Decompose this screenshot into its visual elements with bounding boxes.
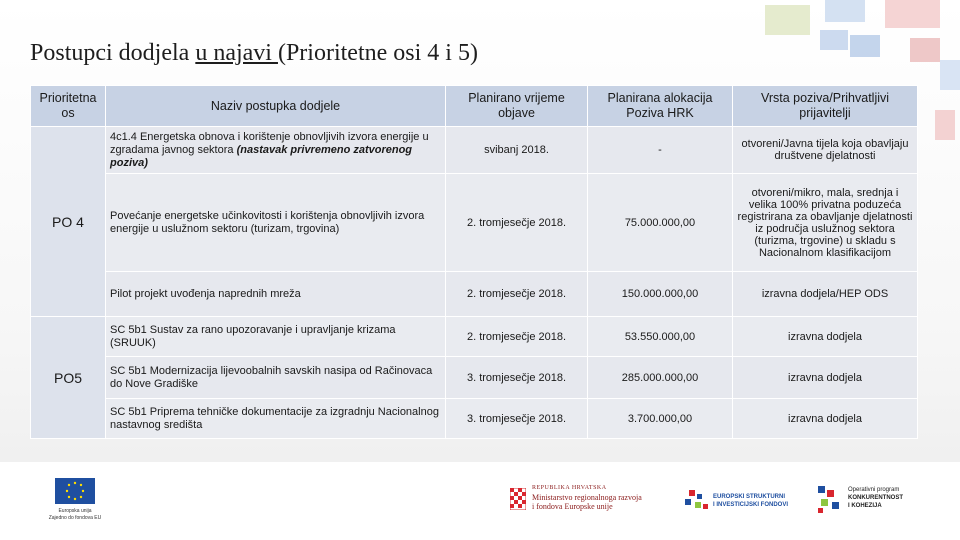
row-allocation: 75.000.000,00: [588, 174, 733, 272]
row-time: svibanj 2018.: [446, 127, 588, 174]
op-logo: [818, 484, 938, 518]
axis-cell-po4: PO 4: [31, 127, 106, 317]
row-allocation: -: [588, 127, 733, 174]
op-line: Operativni program: [848, 487, 900, 493]
table-row: [31, 272, 918, 317]
row-allocation: 150.000.000,00: [588, 272, 733, 317]
row-allocation: 53.550.000,00: [588, 317, 733, 357]
row-type: izravna dodjela/HEP ODS: [733, 272, 918, 317]
deco-square: [935, 110, 955, 140]
page-title: Postupci dodjela u najavi (Prioritetne osi 4 i 5): [30, 40, 478, 66]
row-name: SC 5b1 Modernizacija lijevoobalnih savskih nasipa od Račinovaca do Nove Gradiške: [106, 357, 446, 399]
table-row: [31, 317, 918, 357]
row-name: Povećanje energetske učinkovitosti i korištenja obnovljivih izvora energije u uslužnom sektoru (turizam, trgovina): [106, 174, 446, 272]
croatian-coat-of-arms-icon: [510, 488, 526, 510]
eu-caption: Europska unija: [58, 508, 92, 514]
eu-caption: Zajedno do fondova EU: [48, 515, 102, 521]
row-allocation: 285.000.000,00: [588, 357, 733, 399]
row-type: izravna dodjela: [733, 317, 918, 357]
ministry-line: i fondova Europske unije: [532, 502, 613, 511]
eu-flag-icon: [55, 478, 95, 504]
esif-line: EUROPSKI STRUKTURNI: [713, 494, 786, 500]
row-type: izravna dodjela: [733, 357, 918, 399]
ministry-line: Ministarstvo regionalnoga razvoja: [532, 493, 642, 502]
deco-square: [825, 0, 865, 22]
col-header-allocation: Planirana alokacija Poziva HRK: [588, 86, 733, 127]
row-time: 2. tromjesečje 2018.: [446, 272, 588, 317]
row-name: 4c1.4 Energetska obnova i korištenje obnovljivih izvora energije u zgradama javnog sektora (nastavak privremeno zatvorenog poziva): [106, 127, 446, 174]
col-header-time: Planirano vrijeme objave: [446, 86, 588, 127]
op-line: KONKURENTNOST: [848, 495, 903, 501]
col-header-name: Naziv postupka dodjele: [106, 86, 446, 127]
axis-cell-po5: PO5: [31, 317, 106, 439]
ministry-line: REPUBLIKA HRVATSKA: [532, 485, 607, 491]
deco-square: [850, 35, 880, 57]
row-type: otvoreni/mikro, mala, srednja i velika 100% privatna poduzeća registrirana za obavljanje djelatnosti iz područja uslužnog sektora (turizma, trgovine) u skladu s Nacionalnom klasifikacijom: [733, 174, 918, 272]
ministry-logo: [510, 484, 670, 518]
row-type: izravna dodjela: [733, 399, 918, 439]
table-row: [31, 174, 918, 272]
esif-logo: [683, 490, 803, 518]
procedures-table: [30, 85, 918, 439]
esif-line: I INVESTICIJSKI FONDOVI: [713, 502, 789, 508]
esif-mark-icon: [683, 490, 709, 512]
row-time: 3. tromjesečje 2018.: [446, 399, 588, 439]
row-time: 3. tromjesečje 2018.: [446, 357, 588, 399]
deco-square: [765, 5, 810, 35]
row-allocation: 3.700.000,00: [588, 399, 733, 439]
table-row: [31, 357, 918, 399]
deco-square: [940, 60, 960, 90]
row-time: 2. tromjesečje 2018.: [446, 174, 588, 272]
op-line: I KOHEZIJA: [848, 503, 882, 509]
col-header-axis: Prioritetna os: [31, 86, 106, 127]
col-header-type: Vrsta poziva/Prihvatljivi prijavitelji: [733, 86, 918, 127]
row-name: SC 5b1 Priprema tehničke dokumentacije za izgradnju Nacionalnog nastavnog središta: [106, 399, 446, 439]
row-name: Pilot projekt uvođenja naprednih mreža: [106, 272, 446, 317]
row-name: SC 5b1 Sustav za rano upozoravanje i upravljanje krizama (SRUUK): [106, 317, 446, 357]
deco-square: [885, 0, 940, 28]
table-row: [31, 127, 918, 174]
footer-logos: [0, 462, 960, 540]
eu-logo: [40, 478, 110, 532]
deco-square: [820, 30, 848, 50]
row-type: otvoreni/Javna tijela koja obavljaju društvene djelatnosti: [733, 127, 918, 174]
table-header-row: [31, 86, 918, 127]
table-row: [31, 399, 918, 439]
row-time: 2. tromjesečje 2018.: [446, 317, 588, 357]
op-mark-icon: [818, 486, 844, 514]
deco-square: [910, 38, 940, 62]
